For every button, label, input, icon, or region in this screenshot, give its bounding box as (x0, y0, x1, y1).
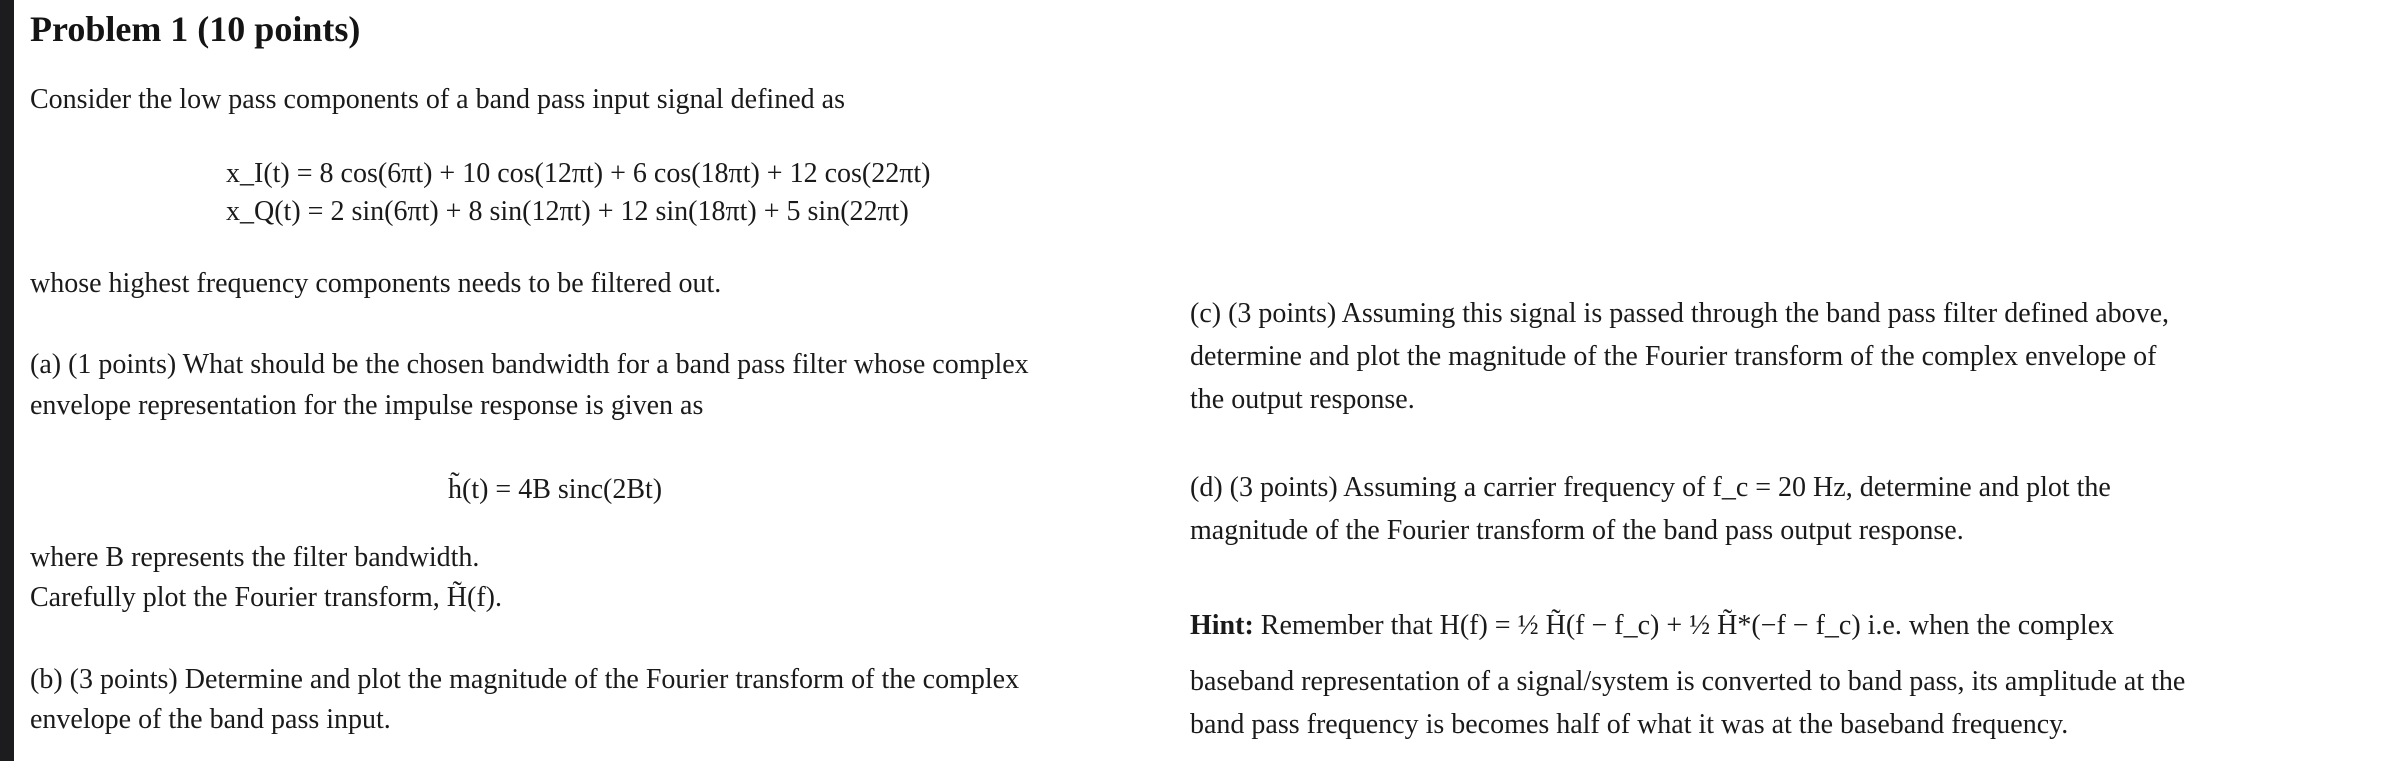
hint-text-1: Remember that H(f) = ½ H̃(f − f_c) + ½ H̃*(−f − f_c) i.e. when the complex (1260, 610, 2115, 641)
part-b-line-2: envelope of the band pass input. (30, 704, 391, 735)
equation-xi: x_I(t) = 8 cos(6πt) + 10 cos(12πt) + 6 cos(18πt) + 12 cos(22πt) (226, 158, 931, 189)
hint-line-1 (1190, 606, 2114, 646)
equation-h: h̃(t) = 4B sinc(2Bt) (448, 474, 663, 505)
part-b-line-1: (b) (3 points) Determine and plot the magnitude of the Fourier transform of the complex (30, 664, 1020, 695)
part-c-line-1: (c) (3 points) Assuming this signal is passed through the band pass filter defined above, (1190, 298, 2170, 329)
part-c-line-2: determine and plot the magnitude of the Fourier transform of the complex envelope of (1190, 341, 2157, 372)
part-a-line-2: envelope representation for the impulse response is given as (30, 390, 704, 421)
hint-label: Hint: (1190, 610, 1254, 641)
after-equation-text: whose highest frequency components needs to be filtered out. (30, 268, 722, 299)
equation-xq: x_Q(t) = 2 sin(6πt) + 8 sin(12πt) + 12 sin(18πt) + 5 sin(22πt) (226, 196, 909, 227)
hint-line-3: band pass frequency is becomes half of what it was at the baseband frequency. (1190, 709, 2069, 740)
hint-line-2: baseband representation of a signal/system is converted to band pass, its amplitude at the (1190, 666, 2186, 697)
part-c-line-3: the output response. (1190, 384, 1415, 415)
problem-title: Problem 1 (10 points) (30, 9, 361, 49)
intro-text: Consider the low pass components of a band pass input signal defined as (30, 84, 845, 115)
part-a-line-4: Carefully plot the Fourier transform, H̃(f). (30, 582, 502, 613)
document-page (14, 0, 2388, 761)
part-a-line-3: where B represents the filter bandwidth. (30, 542, 480, 573)
part-d-line-1: (d) (3 points) Assuming a carrier frequency of f_c = 20 Hz, determine and plot the (1190, 472, 2111, 503)
part-d-line-2: magnitude of the Fourier transform of the band pass output response. (1190, 515, 1964, 546)
part-a-line-1: (a) (1 points) What should be the chosen bandwidth for a band pass filter whose complex (30, 349, 1029, 380)
